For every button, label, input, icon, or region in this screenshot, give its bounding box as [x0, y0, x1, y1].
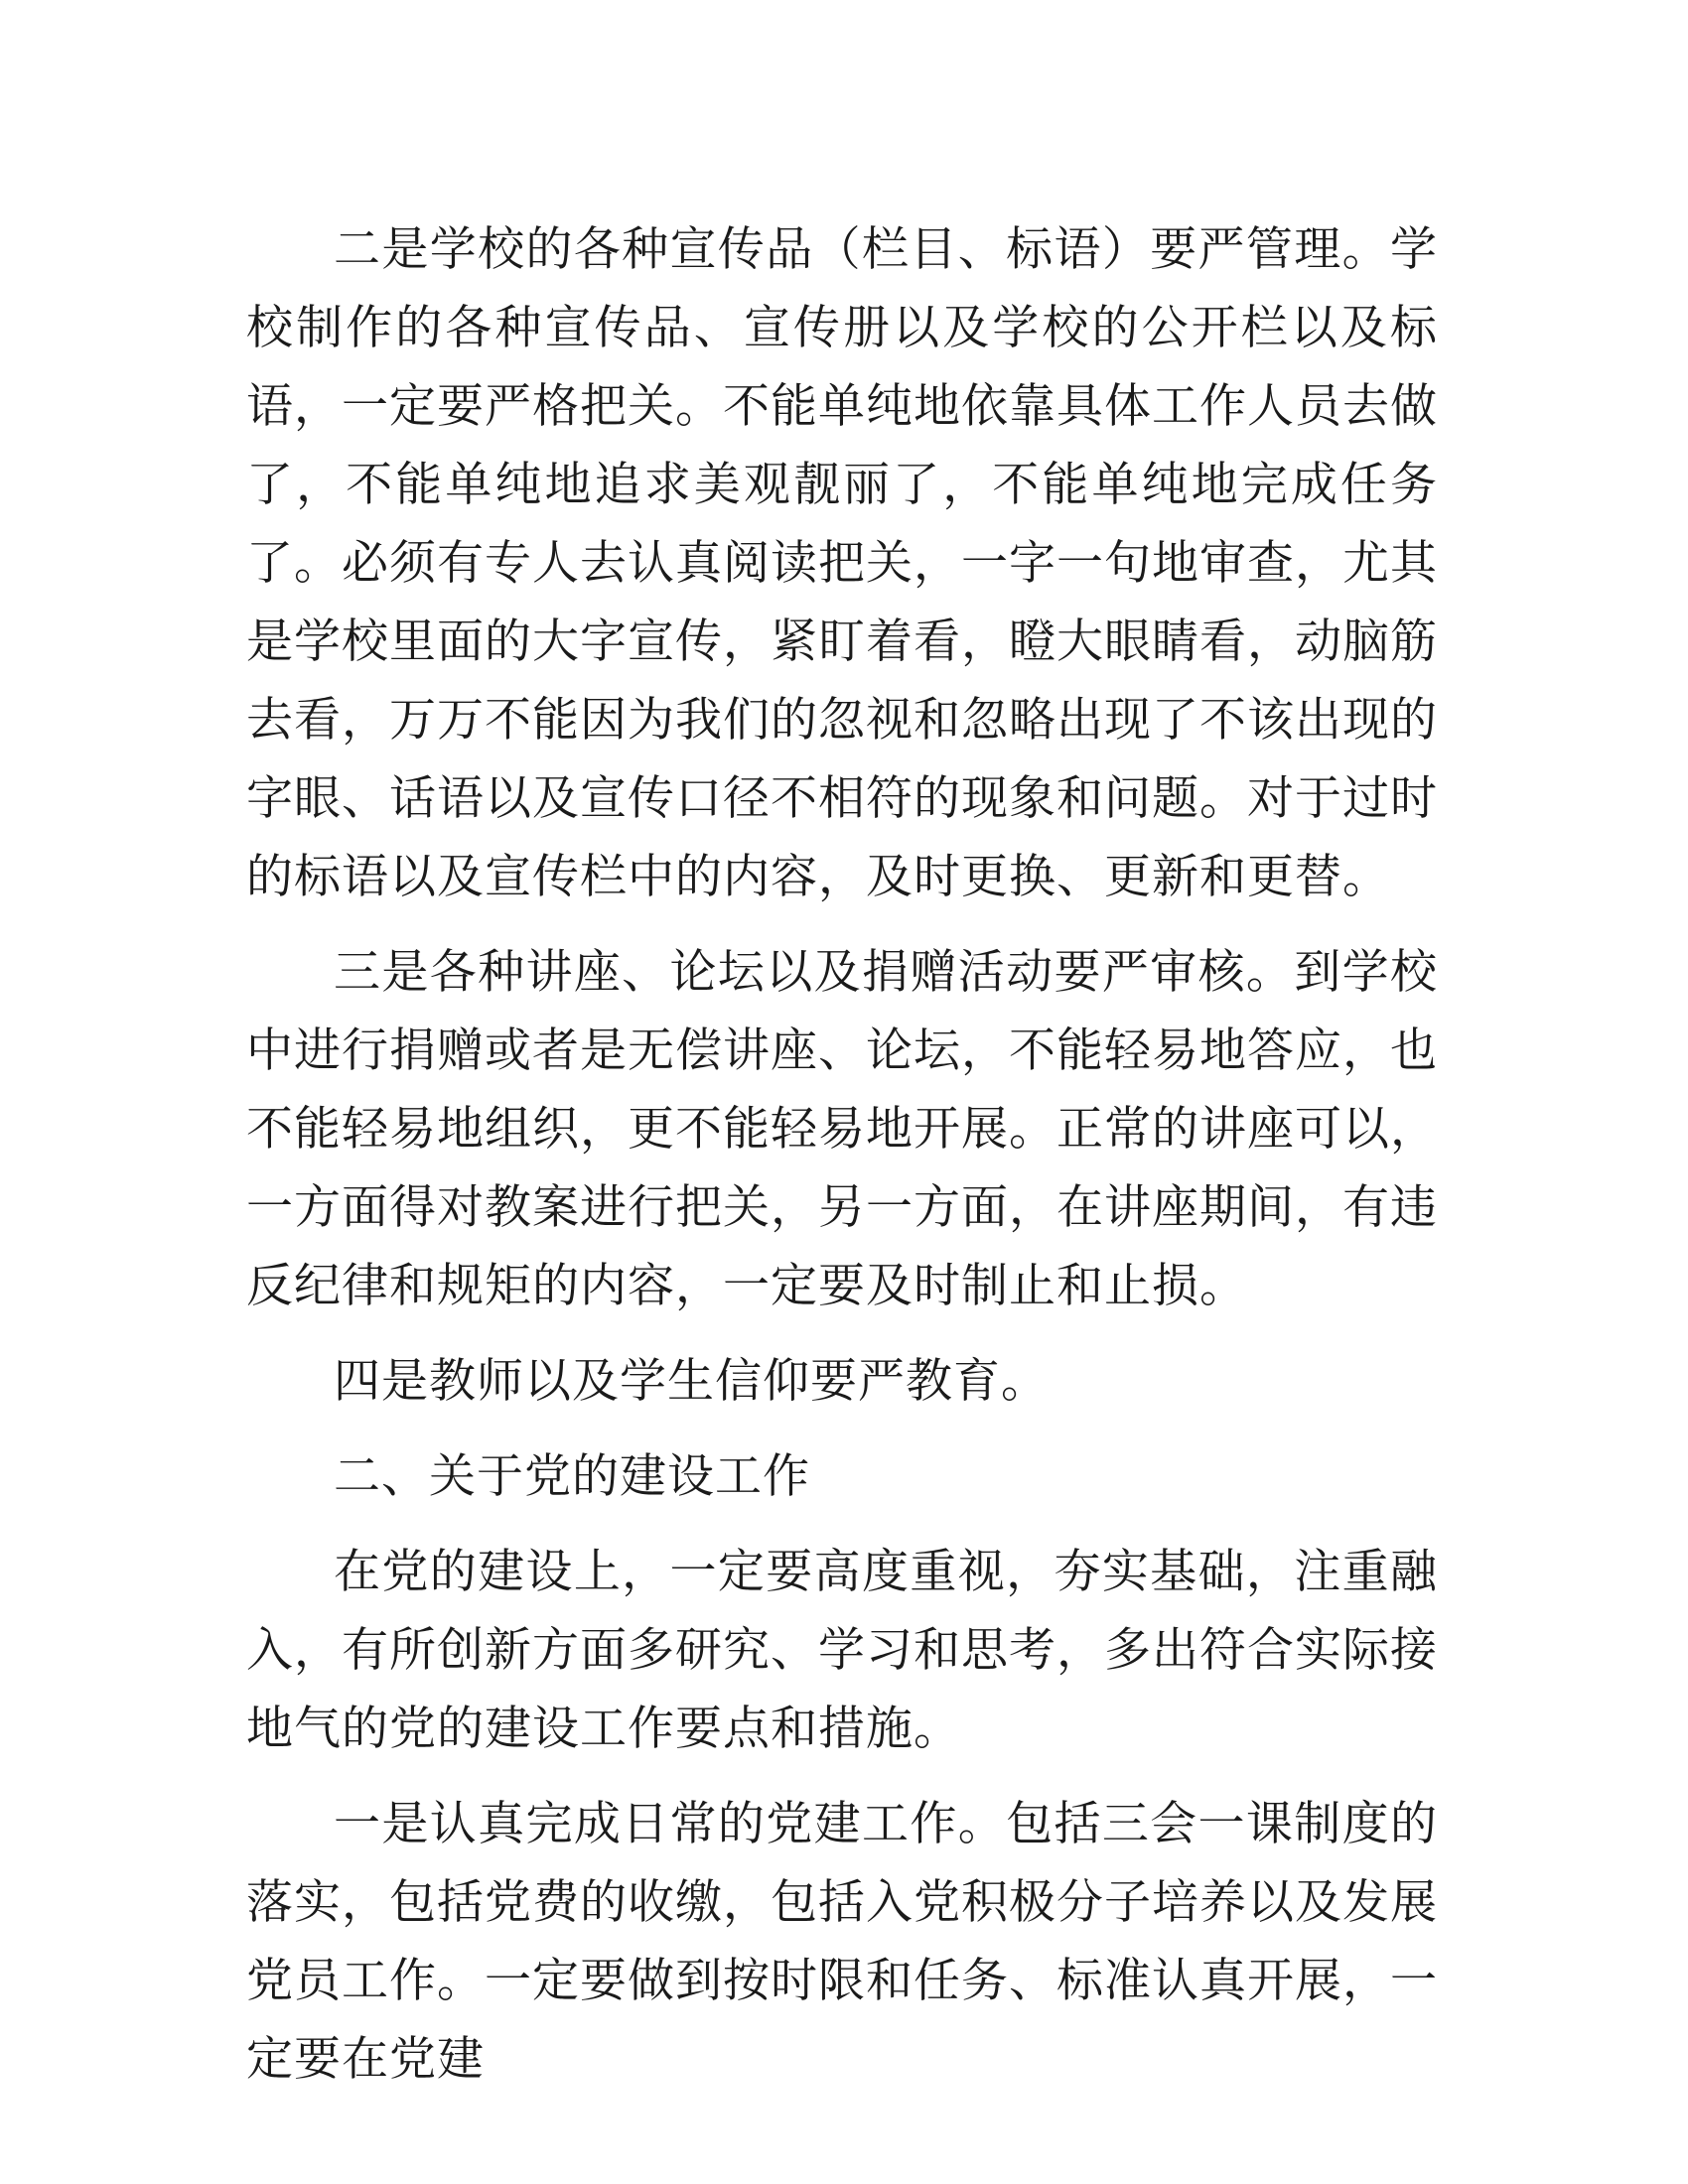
paragraph-faith-education: 四是教师以及学生信仰要严教育。: [334, 1354, 1049, 1409]
paragraph-lectures-review: 三是各种讲座、论坛以及捐赠活动要严审核。到学校中进行捐赠或者是无偿讲座、论坛，不能轻易地答应，也不能轻易地组织，更不能轻易地开展。正常的讲座可以，一方面得对教案进行把关，另一方面，在讲座期间，有违反纪律和规矩的内容，一定要及时制止和止损。: [246, 945, 1438, 1313]
paragraph-party-building-intro: 在党的建设上，一定要高度重视，夯实基础，注重融入，有所创新方面多研究、学习和思考，多出符合实际接地气的党的建设工作要点和措施。: [246, 1545, 1438, 1756]
document-page: [246, 210, 1438, 2116]
section-heading-party-building: 二、关于党的建设工作: [334, 1449, 810, 1504]
paragraph-daily-party-work: 一是认真完成日常的党建工作。包括三会一课制度的落实，包括党费的收缴，包括入党积极分子培养以及发展党员工作。一定要做到按时限和任务、标准认真开展，一定要在党建: [246, 1797, 1438, 2087]
paragraph-publicity-management: 二是学校的各种宣传品（栏目、标语）要严管理。学校制作的各种宣传品、宣传册以及学校的公开栏以及标语，一定要严格把关。不能单纯地依靠具体工作人员去做了，不能单纯地追求美观靓丽了，不能单纯地完成任务了。必须有专人去认真阅读把关，一字一句地审查，尤其是学校里面的大字宣传，紧盯着看，瞪大眼睛看，动脑筋去看，万万不能因为我们的忽视和忽略出现了不该出现的字眼、话语以及宣传口径不相符的现象和问题。对于过时的标语以及宣传栏中的内容，及时更换、更新和更替。: [246, 222, 1438, 904]
